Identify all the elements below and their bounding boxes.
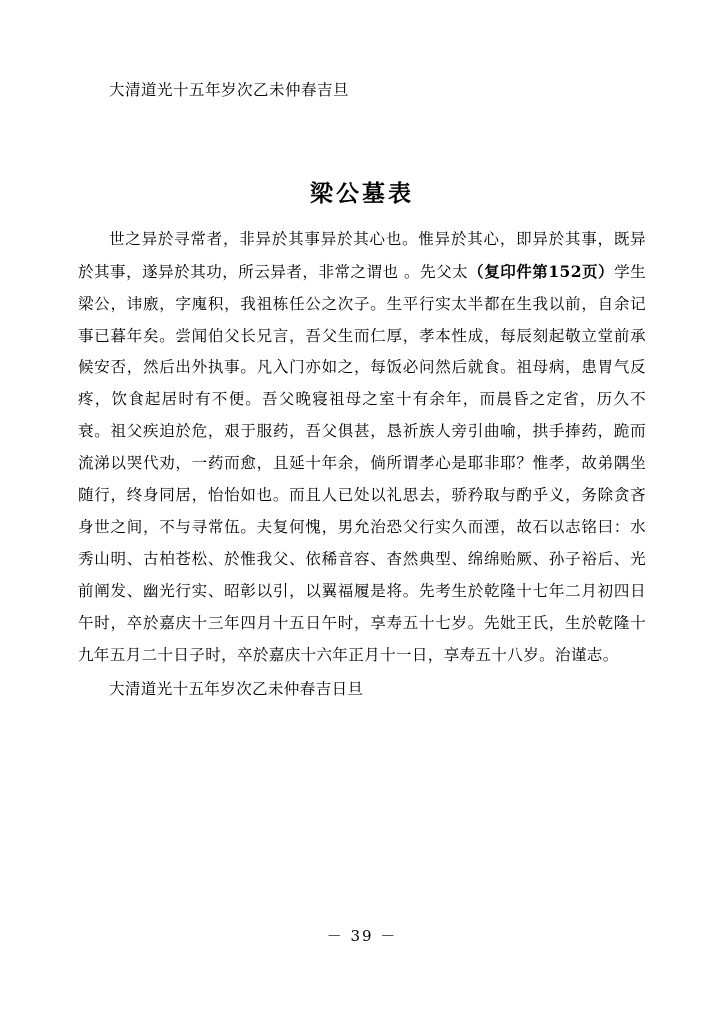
- body-paragraph: [78, 218, 646, 672]
- closing-date-line: 大清道光十五年岁次乙未仲春吉日旦: [109, 679, 364, 698]
- copy-page-note: （复印件第152页）: [468, 261, 615, 281]
- top-date-line: 大清道光十五年岁次乙未仲春吉旦: [109, 81, 350, 99]
- page-title: 梁公墓表: [310, 179, 414, 207]
- body-text-part1: 世之异於寻常者，非异於其事异於其心也。惟异於其心，即异於其事，既异於其事，遂异於其功，所云异者，非常之谓也 。先父太: [78, 229, 646, 281]
- body-text-part2: 学生梁公，讳廒，字廆积，我祖栋任公之次子。生平行实太半都在生我以前，自余记事已暮年矣。尝闻伯父长兄言，吾父生而仁厚，孝本性成，每辰刻起敬立堂前承候安否，然后出外执事。凡入门亦如之，每饭必问然后就食。祖母病，患胃气反疼，饮食起居时有不便。吾父晚寝祖母之室十有余年，而晨昏之定省，历久不衰。祖父疾迫於危，艰于服药，吾父俱甚，恳祈族人旁引曲喻，拱手捧药，跪而流涕以哭代劝，一药而愈，且延十年余，倘所谓孝心是耶非耶？惟孝，故弟隅坐随行，终身同居，怡怡如也。而且人已处以礼思去，骄矜取与酌乎义，务除贪吝身世之间，不与寻常伍。夫复何愧，男允治恐父行实久而湮，故石以志铭曰：水秀山明、古柏苍松、於惟我父、依稀音容、杳然典型、绵绵贻厥、孙子裕后、光前阐发、幽光行实、昭彰以引，以翼福履是将。先考生於乾隆十七年二月初四日午时，卒於嘉庆十三年四月十五日午时，享寿五十七岁。先妣王氏，生於乾隆十九年五月二十日子时，卒於嘉庆十六年正月十一日，享寿五十八岁。治谨志。: [78, 262, 646, 664]
- page-number: － 39 －: [326, 927, 398, 945]
